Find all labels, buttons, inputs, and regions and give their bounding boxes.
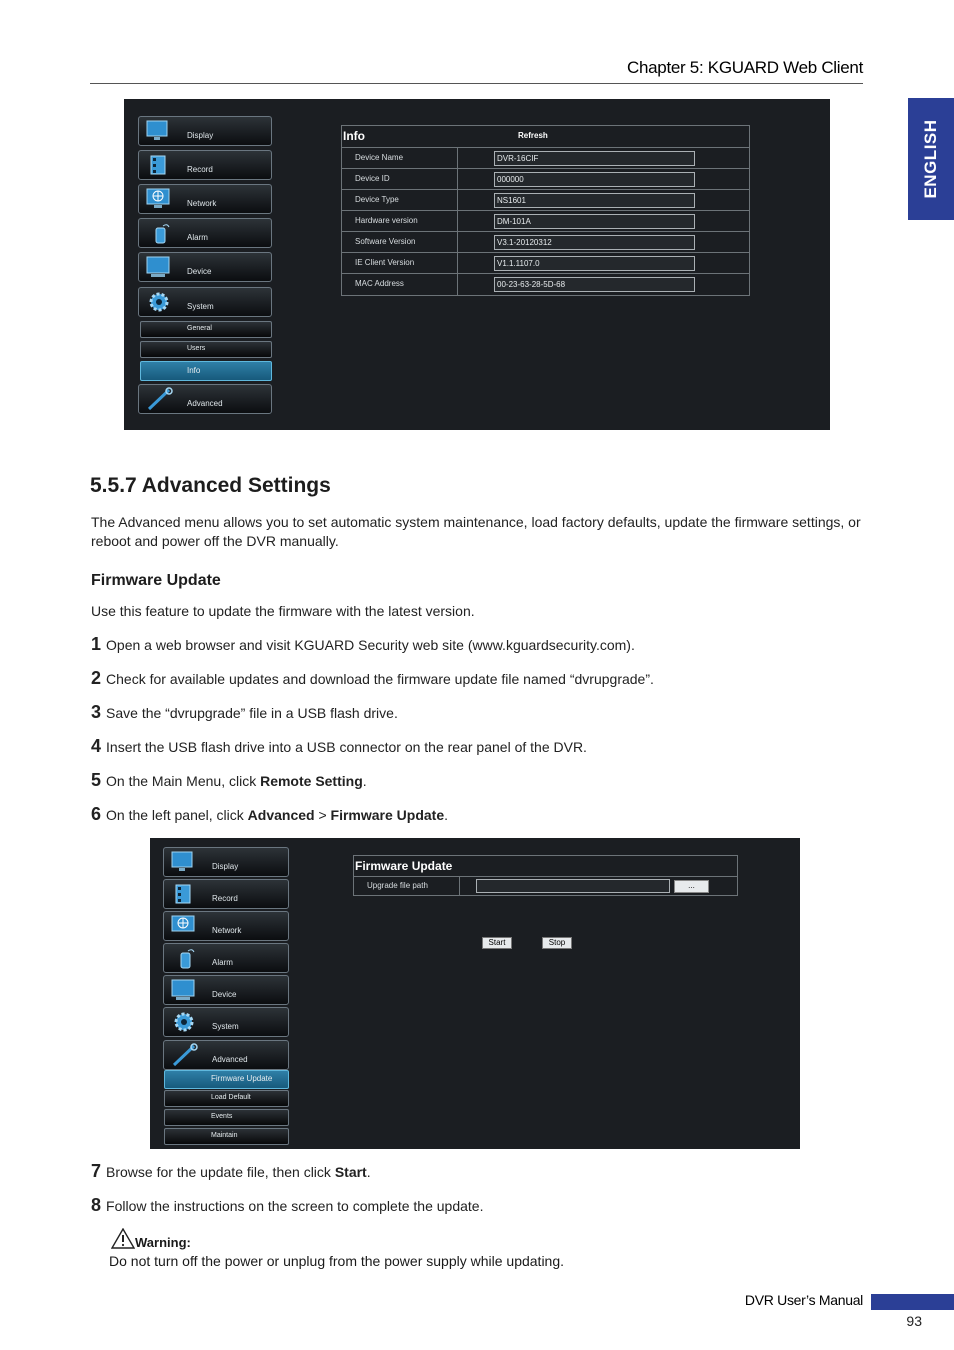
menu-label: Advanced xyxy=(212,1055,248,1064)
alarm-icon xyxy=(143,221,187,245)
row-label: Hardware version xyxy=(355,216,418,225)
step-text: Check for available updates and download the firmware update file named “dvrupgrade”. xyxy=(106,671,654,687)
submenu-maintain[interactable] xyxy=(164,1128,289,1145)
device-icon xyxy=(143,255,187,279)
menu-system[interactable] xyxy=(163,1007,289,1037)
menu-label: Alarm xyxy=(212,958,233,967)
menu-alarm[interactable] xyxy=(163,943,289,973)
info-row xyxy=(342,168,749,190)
step-6: 6 On the left panel, click Advanced > Firmware Update. xyxy=(91,804,449,824)
path-input[interactable] xyxy=(476,879,670,893)
menu-record[interactable] xyxy=(163,879,289,909)
step-8 xyxy=(91,1195,483,1216)
info-row xyxy=(342,210,749,232)
step-number: 2 xyxy=(91,668,102,688)
menu-label: Record xyxy=(187,165,213,174)
info-row xyxy=(342,147,749,169)
step-text: Insert the USB flash drive into a USB connector on the rear panel of the DVR. xyxy=(106,739,587,755)
subsection-title: Firmware Update xyxy=(91,572,221,589)
network-icon xyxy=(143,187,187,211)
menu-network[interactable] xyxy=(138,184,272,214)
menu-record[interactable] xyxy=(138,150,272,180)
menu-label: Network xyxy=(212,926,242,935)
section-title: 5.5.7 Advanced Settings xyxy=(90,474,331,497)
footer-bar xyxy=(871,1294,954,1310)
row-label: Device Type xyxy=(355,195,399,204)
panel-title: Firmware Update xyxy=(355,859,453,873)
gear-icon xyxy=(143,290,187,314)
step-4 xyxy=(91,736,587,757)
subsection-intro: Use this feature to update the firmware with the latest version. xyxy=(91,603,475,619)
step-bold-text: Advanced xyxy=(247,807,315,823)
step-7: 7 Browse for the update file, then click Start. xyxy=(91,1161,371,1181)
menu-label: Display xyxy=(212,862,239,871)
step-number: 4 xyxy=(91,736,102,756)
network-icon xyxy=(168,914,212,938)
row-label: MAC Address xyxy=(355,279,404,288)
submenu-label: Users xyxy=(187,345,206,352)
menu-label: Display xyxy=(187,131,214,140)
submenu-events[interactable] xyxy=(164,1109,289,1126)
path-label: Upgrade file path xyxy=(367,881,428,890)
film-icon xyxy=(143,153,187,177)
step-3 xyxy=(91,702,398,723)
menu-label: Network xyxy=(187,199,217,208)
section-intro: The Advanced menu allows you to set automatic system maintenance, load factory defaults, update the firmware settings, or reboot and power off the DVR manually. xyxy=(91,514,861,549)
row-label: IE Client Version xyxy=(355,258,415,267)
warning-text: Do not turn off the power or unplug from the power supply while updating. xyxy=(109,1253,565,1269)
refresh-button[interactable]: Refresh xyxy=(518,131,548,140)
panel-title: Info xyxy=(343,129,365,143)
info-row xyxy=(342,252,749,274)
gear-icon xyxy=(168,1010,212,1034)
submenu-label: Firmware Update xyxy=(211,1074,273,1083)
step-bold-text: Remote Setting xyxy=(260,773,363,789)
step-number: 3 xyxy=(91,702,102,722)
step-text: Open a web browser and visit KGUARD Security web site (www.kguardsecurity.com). xyxy=(106,637,635,653)
submenu-label: Events xyxy=(211,1113,233,1120)
stop-button[interactable]: Stop xyxy=(542,937,572,949)
row-label: Device ID xyxy=(355,174,390,183)
step-bold-text: Firmware Update xyxy=(330,807,445,823)
submenu-users[interactable] xyxy=(140,341,272,358)
row-value[interactable]: 000000 xyxy=(494,172,695,187)
menu-display[interactable] xyxy=(138,116,272,146)
submenu-label: Info xyxy=(187,366,201,375)
start-button[interactable]: Start xyxy=(482,937,512,949)
monitor-icon xyxy=(143,119,187,143)
submenu-general[interactable] xyxy=(140,321,272,338)
path-row xyxy=(354,876,737,896)
menu-advanced[interactable] xyxy=(138,384,272,414)
tools-icon xyxy=(168,1043,212,1067)
row-value[interactable]: NS1601 xyxy=(494,193,695,208)
step-1 xyxy=(91,634,635,655)
submenu-label: Maintain xyxy=(211,1132,238,1139)
menu-label: System xyxy=(212,1022,239,1031)
menu-device[interactable] xyxy=(138,252,272,282)
menu-label: Device xyxy=(187,267,212,276)
menu-advanced[interactable] xyxy=(163,1040,289,1070)
submenu-firmware-update[interactable] xyxy=(164,1070,289,1089)
menu-label: Alarm xyxy=(187,233,208,242)
step-number: 6 xyxy=(91,804,102,824)
language-tab xyxy=(908,98,954,220)
footer-manual-title: DVR User’s Manual xyxy=(744,1292,863,1308)
row-label: Software Version xyxy=(355,237,416,246)
step-text: On the left panel, click xyxy=(106,807,248,823)
film-icon xyxy=(168,882,212,906)
submenu-info[interactable] xyxy=(140,361,272,381)
menu-label: System xyxy=(187,302,214,311)
step-2 xyxy=(91,668,654,689)
step-text: On the Main Menu, click xyxy=(106,773,261,789)
alarm-icon xyxy=(168,946,212,970)
menu-network[interactable] xyxy=(163,911,289,941)
info-row xyxy=(342,231,749,253)
firmware-panel xyxy=(353,855,738,896)
menu-label: Advanced xyxy=(187,399,223,408)
row-value[interactable]: V3.1-20120312 xyxy=(494,235,695,250)
row-value[interactable]: 00-23-63-28-5D-68 xyxy=(494,277,695,292)
step-text: Save the “dvrupgrade” file in a USB flash drive. xyxy=(106,705,398,721)
step-number: 8 xyxy=(91,1195,102,1215)
menu-system[interactable] xyxy=(138,287,272,317)
device-icon xyxy=(168,978,212,1002)
row-value[interactable]: DM-101A xyxy=(494,214,695,229)
step-number: 7 xyxy=(91,1161,102,1181)
step-text: Follow the instructions on the screen to complete the update. xyxy=(106,1198,484,1214)
tools-icon xyxy=(143,387,187,411)
language-tab-label: ENGLISH xyxy=(921,119,940,199)
info-row xyxy=(342,273,749,295)
menu-label: Record xyxy=(212,894,238,903)
info-panel xyxy=(341,125,750,296)
menu-alarm[interactable] xyxy=(138,218,272,248)
submenu-label: Load Default xyxy=(211,1094,251,1101)
submenu-label: General xyxy=(187,325,212,332)
step-text: Browse for the update file, then click xyxy=(106,1164,335,1180)
row-label: Device Name xyxy=(355,153,404,162)
menu-display[interactable] xyxy=(163,847,289,877)
menu-label: Device xyxy=(212,990,237,999)
row-value[interactable]: DVR-16CIF xyxy=(494,151,695,166)
browse-button[interactable]: ... xyxy=(674,880,709,893)
page-number: 93 xyxy=(906,1313,922,1329)
step-bold-text: Start xyxy=(334,1164,367,1180)
menu-device[interactable] xyxy=(163,975,289,1005)
step-number: 5 xyxy=(91,770,102,790)
header-divider xyxy=(90,83,863,84)
submenu-load-default[interactable] xyxy=(164,1090,289,1107)
step-5: 5 On the Main Menu, click Remote Setting. xyxy=(91,770,367,790)
warning-icon xyxy=(111,1228,135,1249)
info-screenshot xyxy=(124,99,830,430)
firmware-screenshot xyxy=(150,838,800,1149)
warning-label: Warning: xyxy=(135,1235,191,1250)
row-value[interactable]: V1.1.1107.0 xyxy=(494,256,695,271)
monitor-icon xyxy=(168,850,212,874)
step-number: 1 xyxy=(91,634,102,654)
chapter-title: Chapter 5: KGUARD Web Client xyxy=(627,58,863,77)
info-row xyxy=(342,189,749,211)
